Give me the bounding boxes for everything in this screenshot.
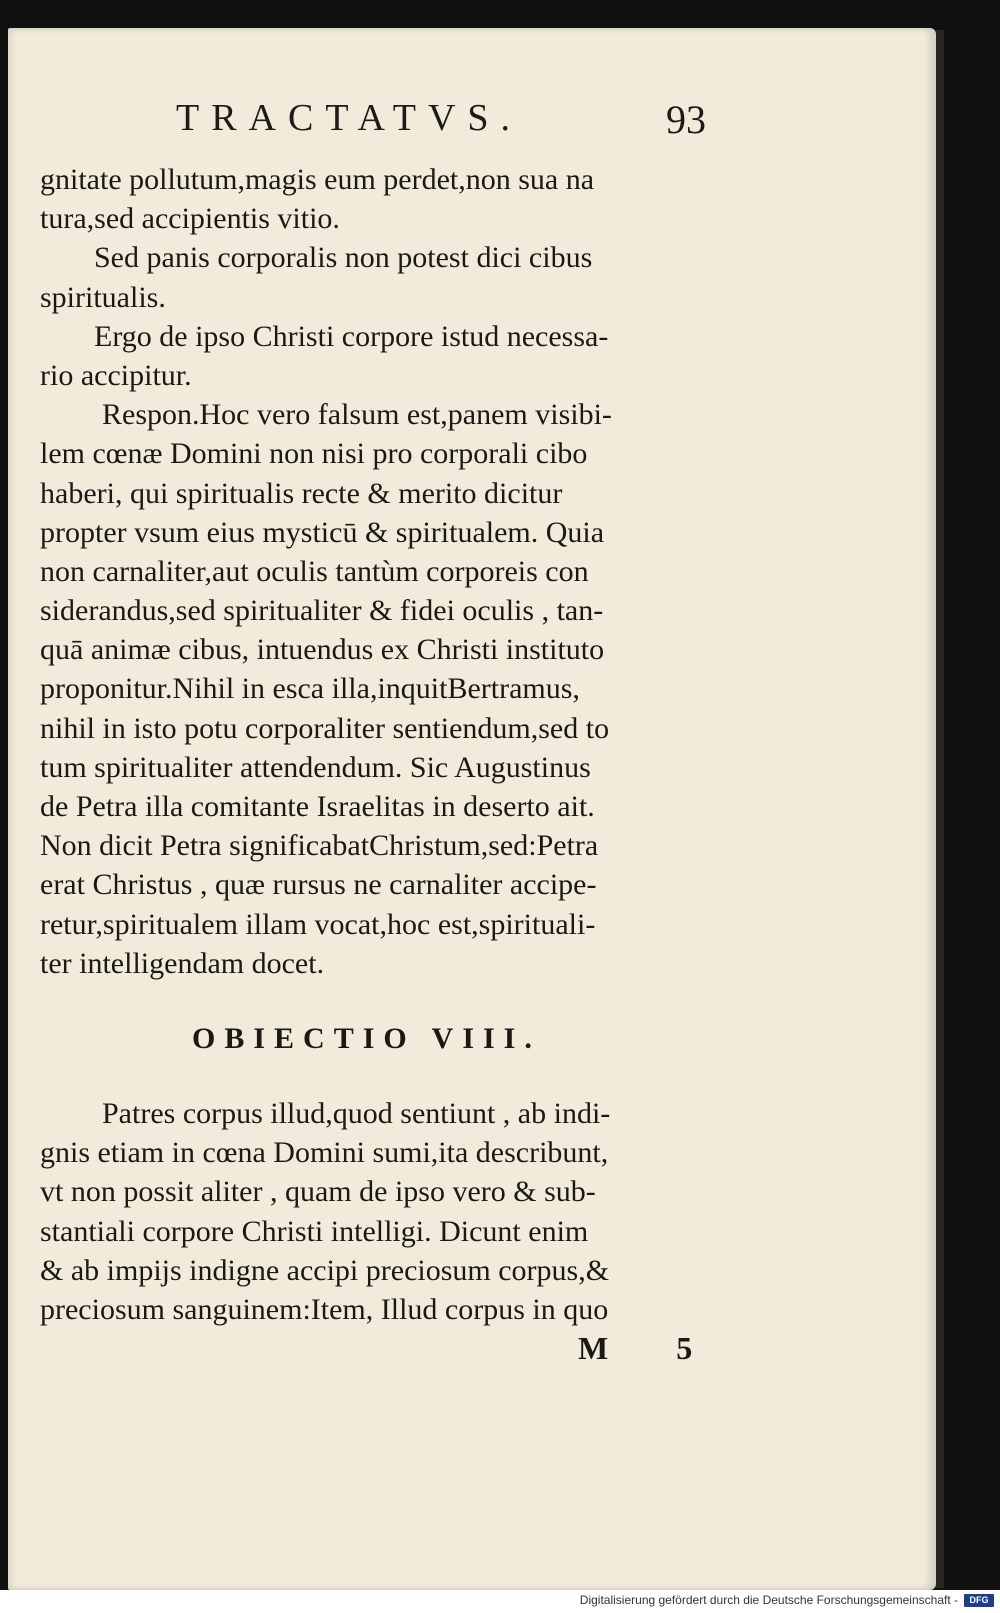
text-line: preciosum sanguinem:Item, Illud corpus in quo (40, 1292, 609, 1326)
text-line: propter vsum eius mysticū & spiritualem. Quia (40, 515, 605, 549)
section-heading: OBIECTIO VIII. (192, 1022, 541, 1055)
text-line: erat Christus , quæ rursus ne carnaliter accipe- (40, 868, 597, 902)
text-line: & ab impijs indigne accipi preciosum corpus,& (40, 1253, 610, 1287)
page-number: 93 (666, 97, 706, 142)
running-title: TRACTATVS. (176, 97, 523, 139)
dfg-logo: DFG (964, 1594, 994, 1607)
text-line: Sed panis corporalis non potest dici cibus (94, 241, 593, 275)
body-text-block (40, 160, 752, 983)
text-line: Non dicit Petra significabatChristum,sed:Petra (40, 829, 599, 863)
page-header (0, 96, 1000, 146)
text-line: stantiali corpore Christi intelligi. Dicunt enim (40, 1214, 589, 1248)
text-line: lem cœnæ Domini non nisi pro corporali cibo (40, 437, 588, 471)
text-line: quā animæ cibus, intuendus ex Christi instituto (40, 633, 605, 667)
page-edge (936, 30, 944, 1588)
text-line: de Petra illa comitante Israelitas in deserto ait. (40, 790, 595, 823)
text-line: proponitur.Nihil in esca illa,inquitBertramus, (40, 672, 580, 706)
text-line: gnis etiam in cœna Domini sumi,ita describunt, (40, 1136, 609, 1170)
text-line: tum spiritualiter attendendum. Sic Augustinus (40, 750, 591, 784)
text-line: nihil in isto potu corporaliter sentiendum,sed to (40, 711, 610, 745)
text-line: ter intelligendam docet. (40, 946, 325, 980)
funding-credit: Digitalisierung gefördert durch die Deutsche Forschungsgemeinschaft - (579, 1593, 958, 1607)
text-line: haberi, qui spiritualis recte & merito dicitur (40, 476, 563, 510)
text-line: gnitate pollutum,magis eum perdet,non sua na (40, 163, 595, 196)
text-line: Patres corpus illud,quod sentiunt , ab indi- (102, 1097, 611, 1130)
text-line: spiritualis. (40, 280, 166, 314)
text-line: tura,sed accipientis vitio. (40, 202, 340, 236)
text-line: retur,spiritualem illam vocat,hoc est,spirituali- (40, 907, 596, 941)
text-line: vt non possit aliter , quam de ipso vero & sub- (40, 1175, 596, 1209)
text-line: non carnaliter,aut oculis tantùm corporeis con (40, 554, 589, 588)
signature-mark: M 5 (578, 1330, 723, 1366)
text-line: siderandus,sed spiritualiter & fidei oculis , tan- (40, 594, 604, 628)
digitization-footer (0, 1590, 1000, 1613)
body-text-block-2 (40, 1094, 752, 1329)
text-line: rio accipitur. (40, 358, 192, 392)
text-line: Ergo de ipso Christi corpore istud necessa- (94, 319, 609, 353)
text-line: Respon.Hoc vero falsum est,panem visibi- (102, 398, 612, 432)
